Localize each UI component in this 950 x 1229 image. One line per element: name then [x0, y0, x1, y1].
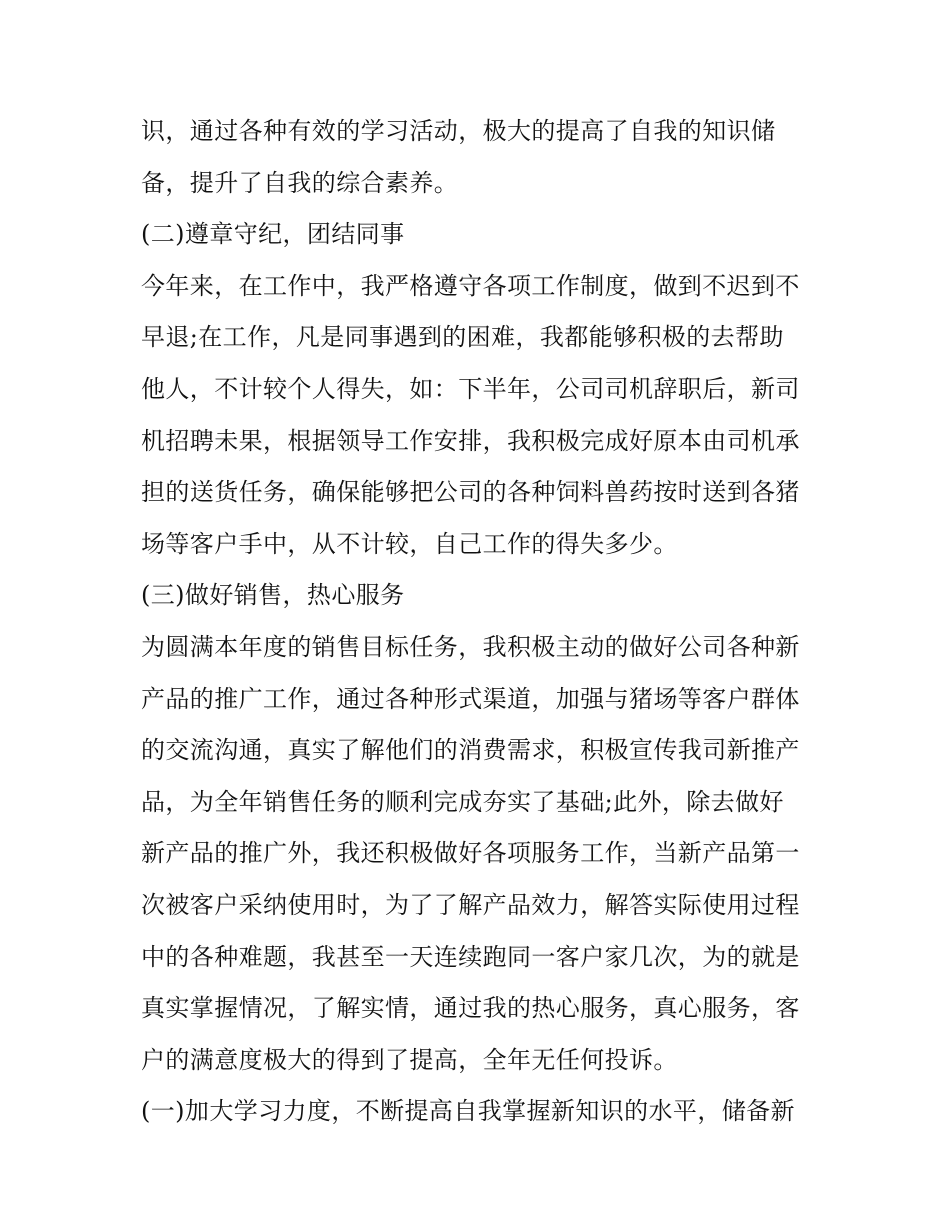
text-line: 新产品的推广外，我还积极做好各项服务工作，当新产品第一: [141, 839, 800, 868]
text-line: 备，提升了自我的综合素养。: [141, 168, 459, 197]
section-heading: (三)做好销售，热心服务: [141, 581, 405, 610]
text-line: 机招聘未果，根据领导工作安排，我积极完成好原本由司机承: [141, 426, 800, 455]
text-line: 早退;在工作，凡是同事遇到的困难，我都能够积极的去帮助: [141, 323, 784, 352]
text-line: 为圆满本年度的销售目标任务，我积极主动的做好公司各种新: [141, 632, 800, 661]
text-line: 户的满意度极大的得到了提高，全年无任何投诉。: [141, 1045, 678, 1074]
section-heading: (二)遵章守纪，团结同事: [141, 220, 405, 249]
text-line: 次被客户采纳使用时，为了了解产品效力，解答实际使用过程: [141, 890, 800, 919]
text-line: 他人，不计较个人得失，如：下半年，公司司机辞职后，新司: [141, 374, 800, 403]
text-line: 担的送货任务，确保能够把公司的各种饲料兽药按时送到各猪: [141, 478, 800, 507]
section-heading: (一)加大学习力度，不断提高自我掌握新知识的水平，储备新: [141, 1097, 795, 1126]
text-line: 中的各种难题，我甚至一天连续跑同一客户家几次，为的就是: [141, 942, 800, 971]
document-body: [141, 106, 821, 1138]
text-line: 产品的推广工作，通过各种形式渠道，加强与猪场等客户群体: [141, 684, 800, 713]
text-line: 品，为全年销售任务的顺利完成夯实了基础;此外，除去做好: [141, 787, 784, 816]
text-line: 今年来，在工作中，我严格遵守各项工作制度，做到不迟到不: [141, 271, 800, 300]
text-line: 识，通过各种有效的学习活动，极大的提高了自我的知识储: [141, 117, 776, 145]
text-line: 的交流沟通，真实了解他们的消费需求，积极宣传我司新推产: [141, 736, 800, 765]
text-line: 真实掌握情况，了解实情，通过我的热心服务，真心服务，客: [141, 994, 800, 1023]
text-line: 场等客户手中，从不计较，自己工作的得失多少。: [141, 529, 678, 558]
